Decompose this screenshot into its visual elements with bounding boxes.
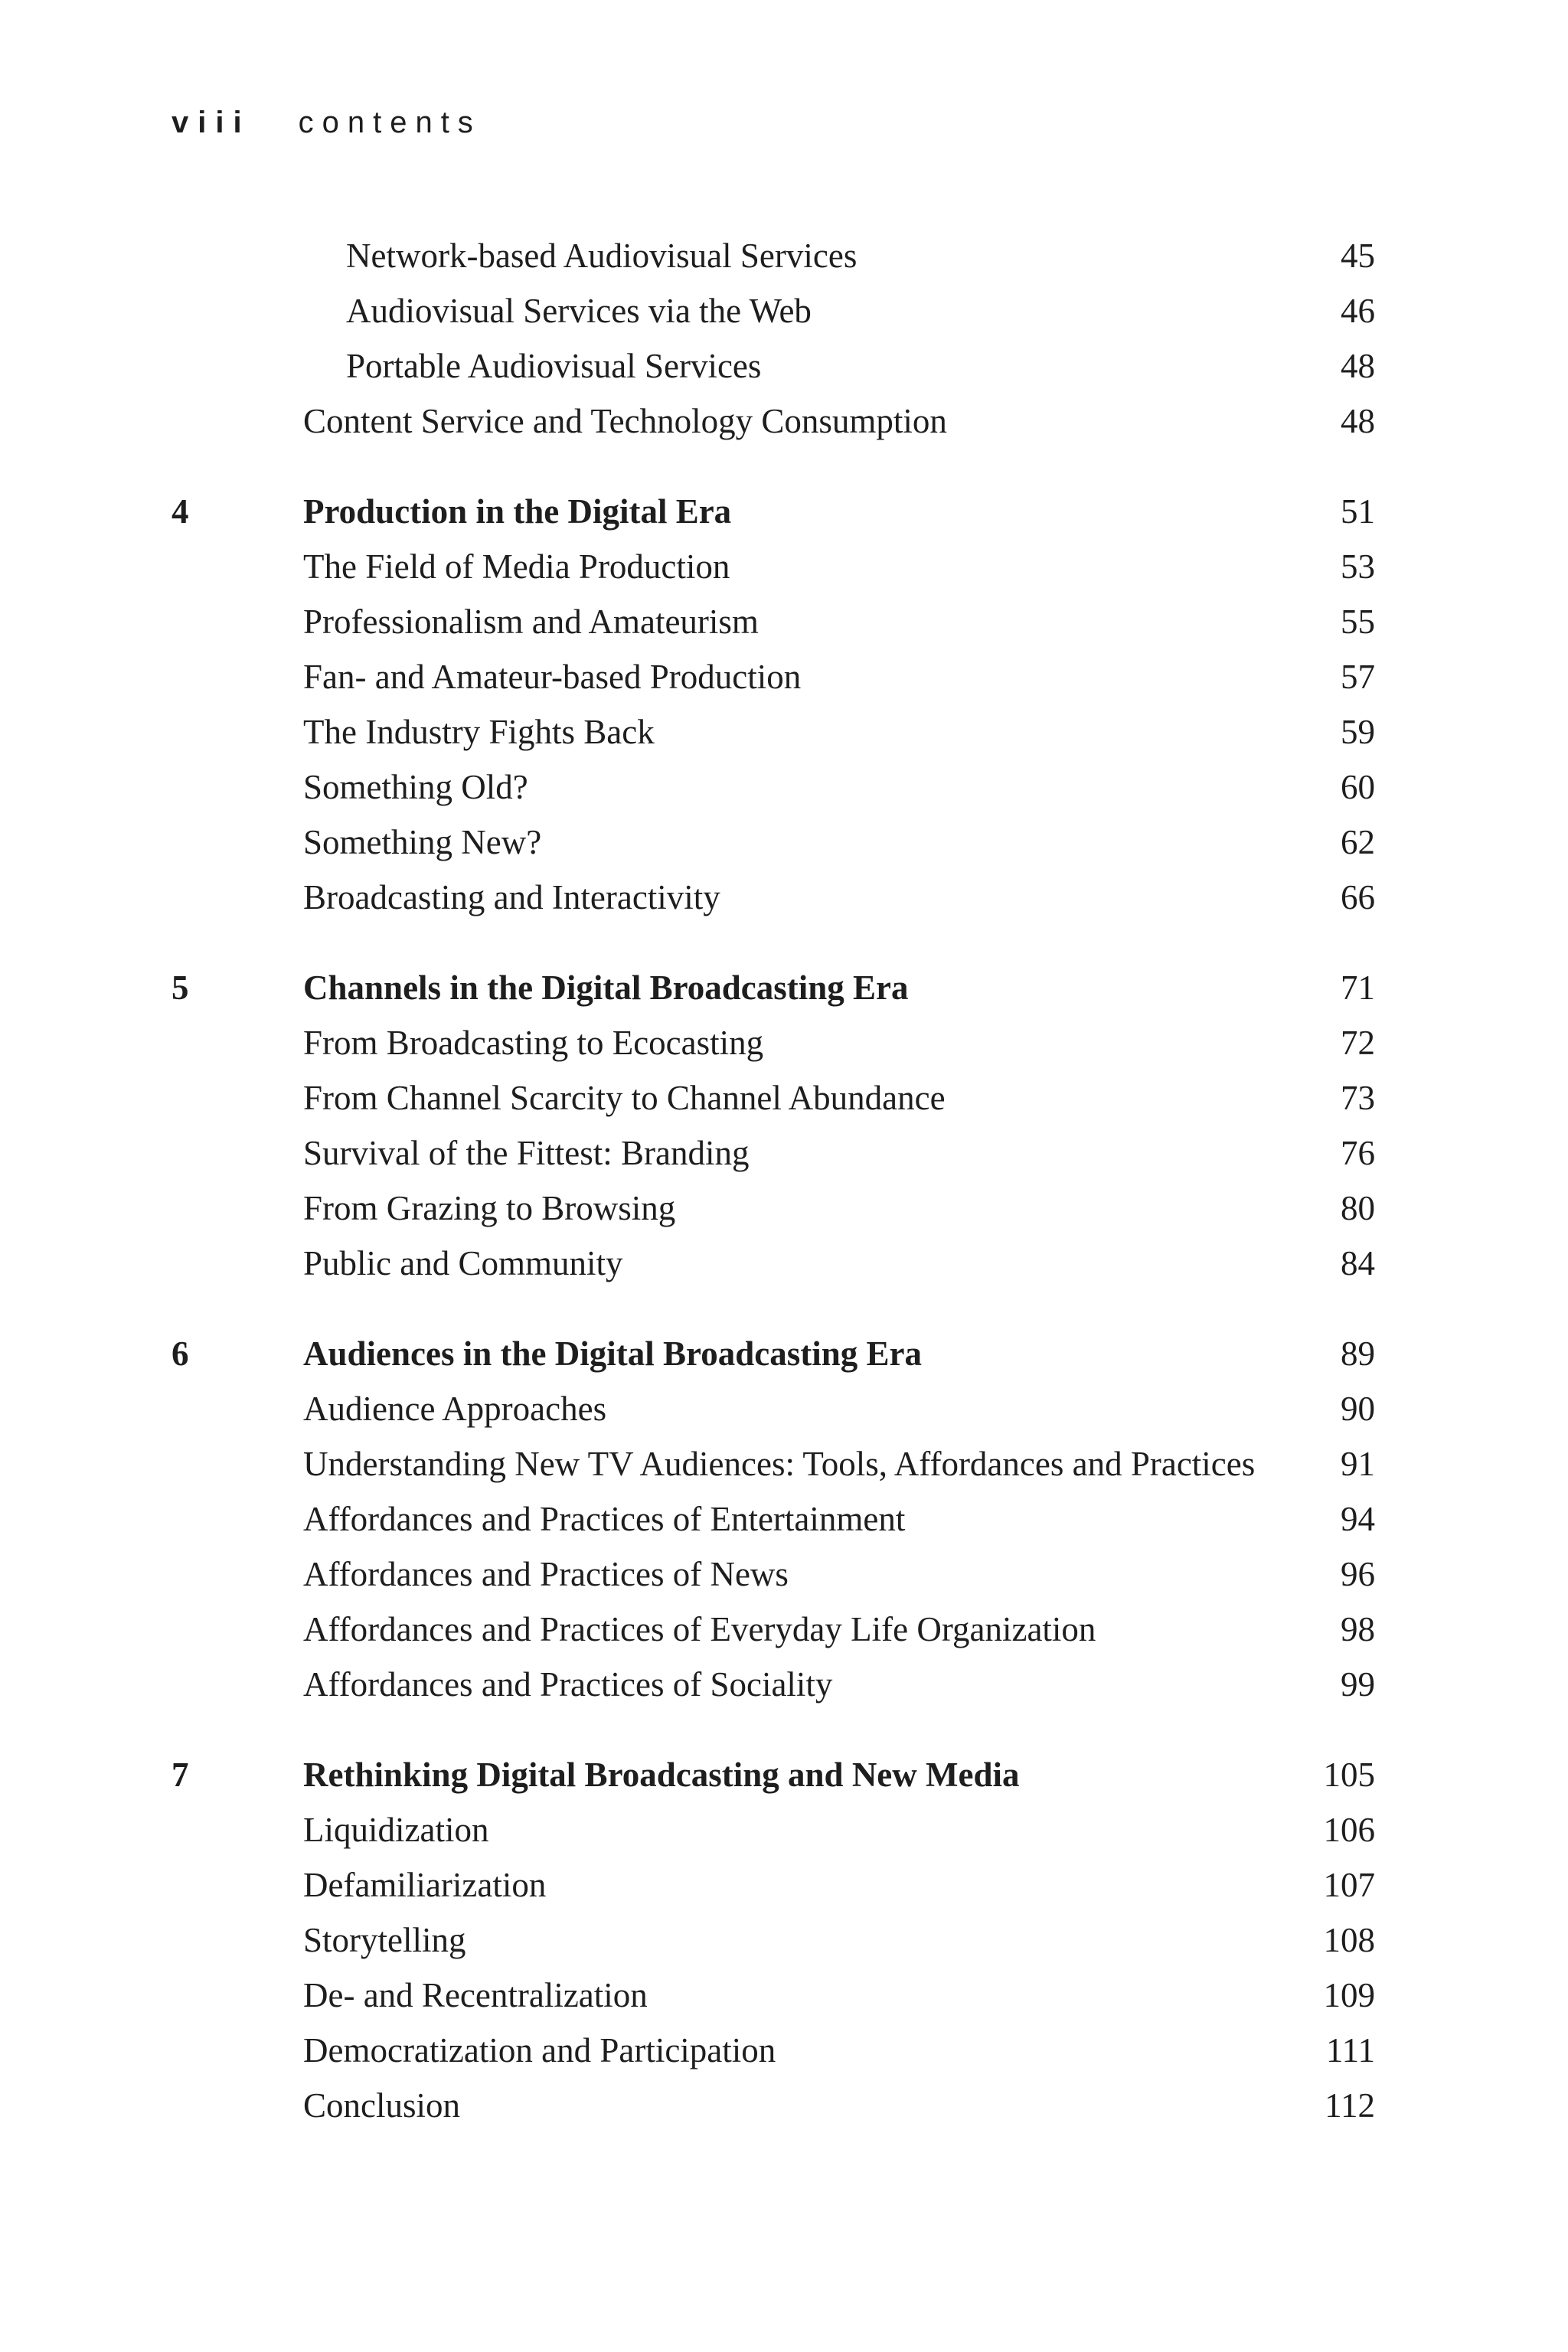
- toc-section-entry: [172, 1491, 1375, 1547]
- page-number: 48: [1341, 347, 1375, 385]
- toc-section-entry: [172, 1913, 1375, 1968]
- chapter-number: 4: [172, 492, 189, 531]
- section-title: Affordances and Practices of News: [303, 1555, 789, 1593]
- chapter-title: Channels in the Digital Broadcasting Era: [303, 969, 909, 1007]
- section-title: Affordances and Practices of Everyday Life Organization: [303, 1610, 1096, 1648]
- section-title: Portable Audiovisual Services: [346, 347, 762, 385]
- toc-section-entry: [172, 1657, 1375, 1712]
- toc-section-entry: [172, 1602, 1375, 1657]
- chapter-number: 5: [172, 969, 189, 1007]
- page-number: 48: [1341, 402, 1375, 440]
- section-title: Network-based Audiovisual Services: [346, 237, 858, 275]
- page-number: 109: [1323, 1976, 1375, 2014]
- toc-section-entry: [172, 1857, 1375, 1913]
- toc-section-entry: [172, 1547, 1375, 1602]
- section-title: Affordances and Practices of Entertainment: [303, 1500, 906, 1538]
- page-number: 71: [1341, 969, 1375, 1007]
- page-number: 76: [1341, 1134, 1375, 1172]
- section-title: Public and Community: [303, 1244, 623, 1282]
- toc-chapter-entry: [172, 1326, 1375, 1381]
- table-of-contents: [172, 228, 1375, 2133]
- section-title: Liquidization: [303, 1811, 489, 1849]
- toc-chapter-entry: [172, 1747, 1375, 1802]
- page-number: 105: [1323, 1756, 1375, 1794]
- section-title: Storytelling: [303, 1921, 466, 1959]
- section-title: The Industry Fights Back: [303, 713, 655, 751]
- page-folio: viii: [172, 106, 251, 139]
- page-number: 96: [1341, 1555, 1375, 1593]
- section-title: From Channel Scarcity to Channel Abundance: [303, 1079, 946, 1117]
- page-number: 106: [1323, 1811, 1375, 1849]
- section-title: Affordances and Practices of Sociality: [303, 1665, 833, 1704]
- section-title: Survival of the Fittest: Branding: [303, 1134, 750, 1172]
- page-number: 55: [1341, 603, 1375, 641]
- section-title: Understanding New TV Audiences: Tools, Affordances and Practices: [303, 1445, 1256, 1483]
- page-number: 84: [1341, 1244, 1375, 1282]
- toc-section-entry: [172, 228, 1375, 283]
- toc-section-entry: [172, 1968, 1375, 2023]
- toc-section-entry: [172, 649, 1375, 704]
- toc-section-entry: [172, 594, 1375, 649]
- page-number: 89: [1341, 1334, 1375, 1373]
- section-title: Fan- and Amateur-based Production: [303, 658, 802, 696]
- toc-section-entry: [172, 1181, 1375, 1236]
- section-title: Something Old?: [303, 768, 528, 806]
- page-number: 112: [1325, 2086, 1375, 2125]
- page-number: 73: [1341, 1079, 1375, 1117]
- chapter-number: 7: [172, 1756, 189, 1794]
- toc-section-entry: [172, 870, 1375, 925]
- page-number: 94: [1341, 1500, 1375, 1538]
- section-title: Democratization and Participation: [303, 2031, 776, 2069]
- page-number: 46: [1341, 292, 1375, 330]
- toc-section-entry: [172, 283, 1375, 338]
- section-title: Defamiliarization: [303, 1866, 547, 1904]
- page-number: 111: [1325, 2031, 1375, 2069]
- running-title: contents: [298, 106, 482, 139]
- section-title: Conclusion: [303, 2086, 461, 2125]
- page-number: 62: [1341, 823, 1375, 861]
- page-number: 57: [1341, 658, 1375, 696]
- section-title: From Broadcasting to Ecocasting: [303, 1024, 764, 1062]
- toc-section-entry: [172, 394, 1375, 449]
- page-number: 72: [1341, 1024, 1375, 1062]
- page-number: 98: [1341, 1610, 1375, 1648]
- toc-section-entry: [172, 1070, 1375, 1125]
- section-title: Content Service and Technology Consumption: [303, 402, 947, 440]
- section-title: From Grazing to Browsing: [303, 1189, 676, 1227]
- chapter-title: Production in the Digital Era: [303, 492, 732, 531]
- toc-section-entry: [172, 1125, 1375, 1181]
- toc-section-entry: [172, 2078, 1375, 2133]
- toc-chapter-entry: [172, 484, 1375, 539]
- page-number: 59: [1341, 713, 1375, 751]
- toc-section-entry: [172, 704, 1375, 760]
- section-title: Audiovisual Services via the Web: [346, 292, 812, 330]
- chapter-number: 6: [172, 1334, 189, 1373]
- page-number: 90: [1341, 1390, 1375, 1428]
- section-title: Professionalism and Amateurism: [303, 603, 759, 641]
- running-head: [172, 100, 482, 145]
- page-number: 51: [1341, 492, 1375, 531]
- page-number: 66: [1341, 878, 1375, 916]
- page-number: 108: [1323, 1921, 1375, 1959]
- toc-section-entry: [172, 1802, 1375, 1857]
- section-title: The Field of Media Production: [303, 547, 730, 586]
- section-title: Something New?: [303, 823, 542, 861]
- chapter-title: Audiences in the Digital Broadcasting Era: [303, 1334, 922, 1373]
- toc-section-entry: [172, 815, 1375, 870]
- section-title: De- and Recentralization: [303, 1976, 648, 2014]
- toc-chapter-entry: [172, 960, 1375, 1015]
- page-number: 45: [1341, 237, 1375, 275]
- page-number: 60: [1341, 768, 1375, 806]
- page-number: 80: [1341, 1189, 1375, 1227]
- toc-section-entry: [172, 539, 1375, 594]
- chapter-title: Rethinking Digital Broadcasting and New Media: [303, 1756, 1020, 1794]
- toc-section-entry: [172, 338, 1375, 394]
- page-number: 91: [1341, 1445, 1375, 1483]
- toc-section-entry: [172, 1381, 1375, 1436]
- page-number: 107: [1323, 1866, 1375, 1904]
- page-number: 53: [1341, 547, 1375, 586]
- toc-section-entry: [172, 1015, 1375, 1070]
- section-title: Audience Approaches: [303, 1390, 607, 1428]
- section-title: Broadcasting and Interactivity: [303, 878, 720, 916]
- page-number: 99: [1341, 1665, 1375, 1704]
- toc-section-entry: [172, 2023, 1375, 2078]
- toc-section-entry: [172, 1236, 1375, 1291]
- toc-section-entry: [172, 1436, 1375, 1491]
- toc-section-entry: [172, 760, 1375, 815]
